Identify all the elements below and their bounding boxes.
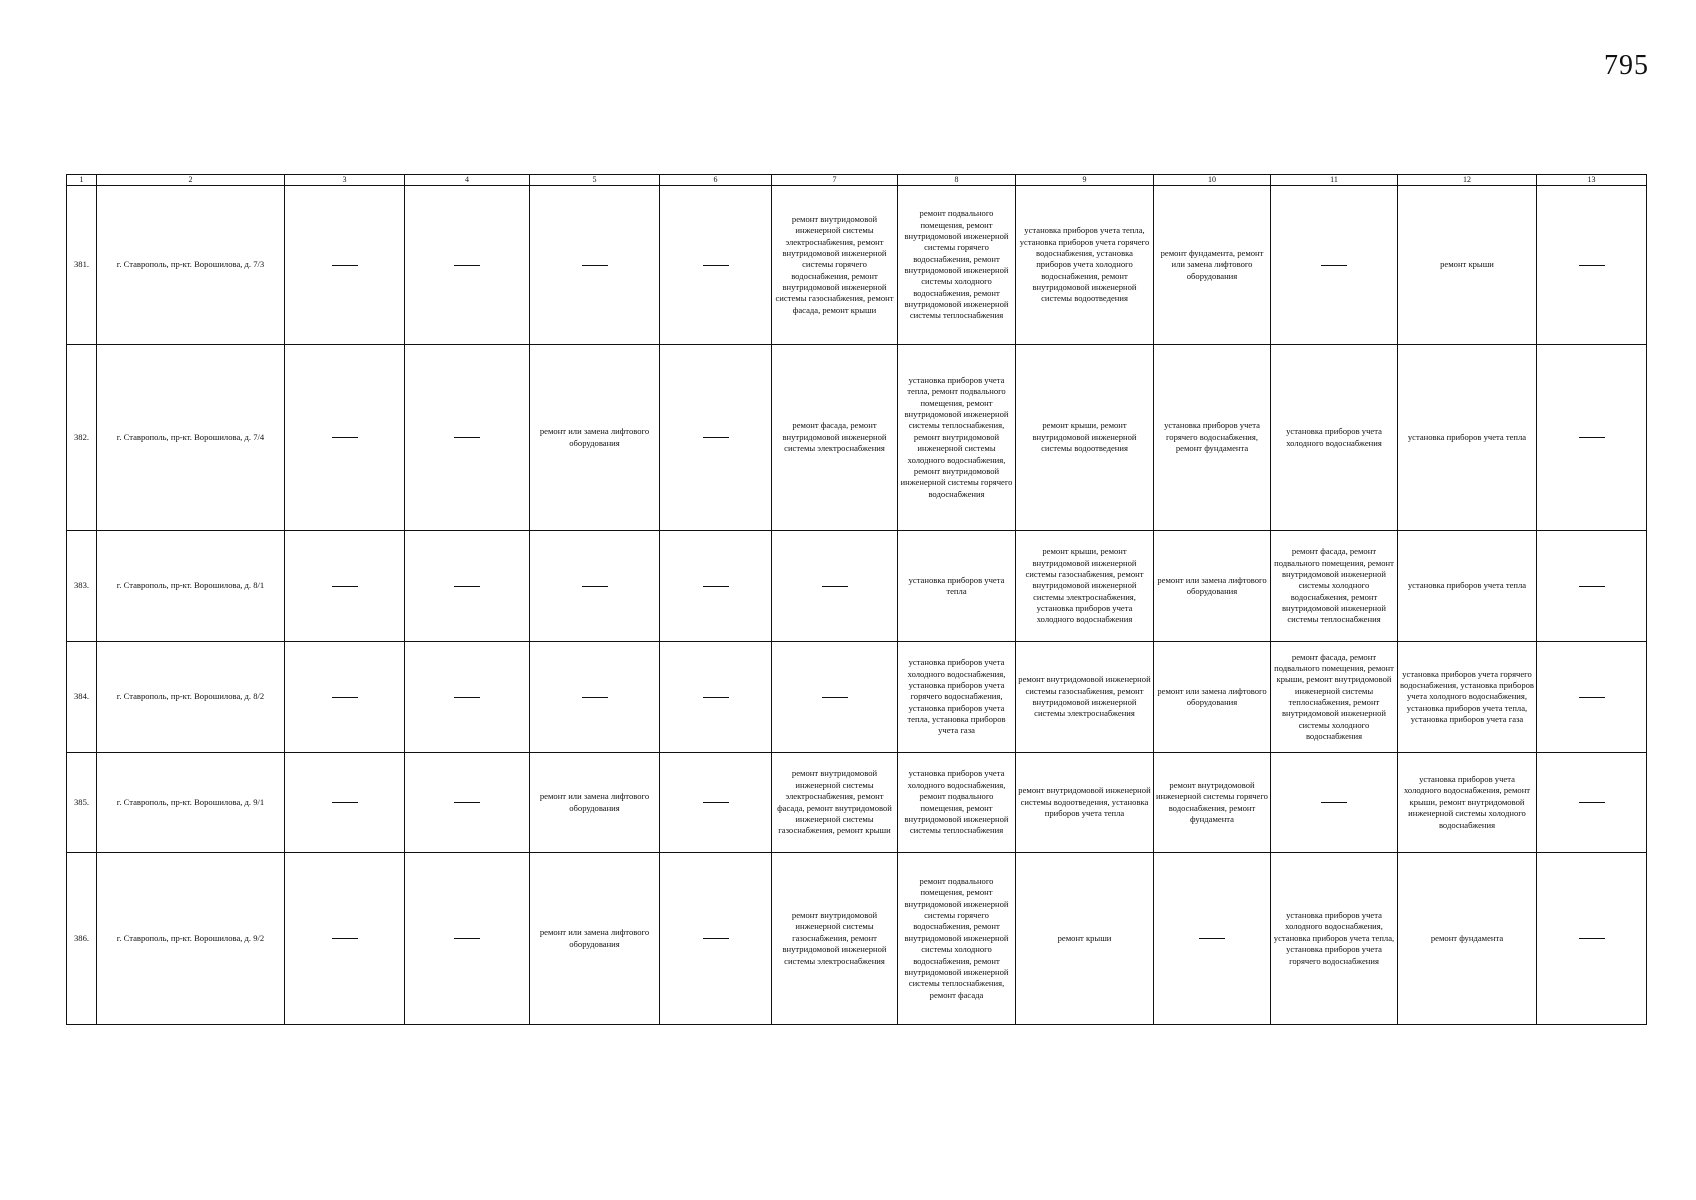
empty-cell — [660, 642, 772, 753]
works-table — [66, 174, 1647, 1025]
work-cell: установка приборов учета горячего водоснабжения, установка приборов учета холодного водоснабжения, установка приборов учета тепла, установка приборов учета газа — [1398, 642, 1537, 753]
column-number-row — [67, 175, 1647, 186]
work-cell: ремонт внутридомовой инженерной системы электроснабжения, ремонт фасада, ремонт внутридомовой инженерной системы газоснабжения, ремонт крыши — [772, 753, 898, 853]
work-cell: ремонт крыши — [1016, 853, 1154, 1025]
empty-cell — [660, 531, 772, 642]
work-cell: ремонт или замена лифтового оборудования — [1154, 531, 1271, 642]
address-cell: г. Ставрополь, пр-кт. Ворошилова, д. 8/1 — [97, 531, 285, 642]
row-number: 384. — [67, 642, 97, 753]
work-cell: ремонт фундамента, ремонт или замена лифтового оборудования — [1154, 186, 1271, 345]
work-cell: установка приборов учета тепла, установка приборов учета горячего водоснабжения, установка приборов учета холодного водоснабжения, ремонт внутридомовой инженерной системы водоотведения — [1016, 186, 1154, 345]
column-header: 6 — [660, 175, 772, 186]
column-header: 4 — [405, 175, 530, 186]
table-row — [67, 642, 1647, 753]
row-number: 385. — [67, 753, 97, 853]
address-cell: г. Ставрополь, пр-кт. Ворошилова, д. 7/4 — [97, 345, 285, 531]
work-cell: ремонт фасада, ремонт внутридомовой инженерной системы электроснабжения — [772, 345, 898, 531]
work-cell: установка приборов учета тепла, ремонт подвального помещения, ремонт внутридомовой инженерной системы теплоснабжения, ремонт внутридомовой инженерной системы холодного водоснабжения, ремонт внутридомовой инженерной системы горячего водоснабжения — [898, 345, 1016, 531]
dash-mark — [822, 586, 848, 587]
dash-mark — [703, 265, 729, 266]
empty-cell — [405, 853, 530, 1025]
dash-mark — [703, 437, 729, 438]
work-cell: ремонт подвального помещения, ремонт внутридомовой инженерной системы горячего водоснабжения, ремонт внутридомовой инженерной системы холодного водоснабжения, ремонт внутридомовой инженерной системы теплоснабжения, ремонт фасада — [898, 853, 1016, 1025]
work-cell: установка приборов учета горячего водоснабжения, ремонт фундамента — [1154, 345, 1271, 531]
work-cell: ремонт внутридомовой инженерной системы водоотведения, установка приборов учета тепла — [1016, 753, 1154, 853]
empty-cell — [1271, 753, 1398, 853]
dash-mark — [703, 697, 729, 698]
empty-cell — [285, 345, 405, 531]
empty-cell — [1154, 853, 1271, 1025]
column-header: 13 — [1537, 175, 1647, 186]
empty-cell — [1537, 642, 1647, 753]
dash-mark — [332, 802, 358, 803]
column-header: 5 — [530, 175, 660, 186]
work-cell: ремонт крыши, ремонт внутридомовой инженерной системы водоотведения — [1016, 345, 1154, 531]
empty-cell — [285, 853, 405, 1025]
empty-cell — [660, 186, 772, 345]
column-header: 11 — [1271, 175, 1398, 186]
work-cell: ремонт или замена лифтового оборудования — [530, 853, 660, 1025]
empty-cell — [1271, 186, 1398, 345]
work-cell: установка приборов учета тепла — [1398, 345, 1537, 531]
work-cell: ремонт крыши, ремонт внутридомовой инженерной системы газоснабжения, ремонт внутридомовой инженерной системы электроснабжения, установка приборов учета холодного водоснабжения — [1016, 531, 1154, 642]
column-header: 10 — [1154, 175, 1271, 186]
address-cell: г. Ставрополь, пр-кт. Ворошилова, д. 9/1 — [97, 753, 285, 853]
column-header: 1 — [67, 175, 97, 186]
empty-cell — [530, 531, 660, 642]
dash-mark — [332, 265, 358, 266]
row-number: 386. — [67, 853, 97, 1025]
column-header: 12 — [1398, 175, 1537, 186]
dash-mark — [703, 938, 729, 939]
dash-mark — [454, 697, 480, 698]
row-number: 382. — [67, 345, 97, 531]
column-header: 9 — [1016, 175, 1154, 186]
table-row — [67, 853, 1647, 1025]
dash-mark — [454, 938, 480, 939]
work-cell: ремонт внутридомовой инженерной системы газоснабжения, ремонт внутридомовой инженерной системы электроснабжения — [1016, 642, 1154, 753]
dash-mark — [1321, 802, 1347, 803]
work-cell: ремонт или замена лифтового оборудования — [530, 345, 660, 531]
table-row — [67, 345, 1647, 531]
empty-cell — [1537, 853, 1647, 1025]
work-cell: установка приборов учета холодного водоснабжения, ремонт подвального помещения, ремонт внутридомовой инженерной системы теплоснабжения — [898, 753, 1016, 853]
work-cell: ремонт фасада, ремонт подвального помещения, ремонт внутридомовой инженерной системы холодного водоснабжения, ремонт внутридомовой инженерной системы теплоснабжения — [1271, 531, 1398, 642]
dash-mark — [1199, 938, 1225, 939]
table-row — [67, 753, 1647, 853]
dash-mark — [582, 697, 608, 698]
row-number: 381. — [67, 186, 97, 345]
dash-mark — [332, 697, 358, 698]
work-cell: ремонт фасада, ремонт подвального помещения, ремонт крыши, ремонт внутридомовой инженерной системы теплоснабжения, ремонт внутридомовой инженерной системы холодного водоснабжения — [1271, 642, 1398, 753]
empty-cell — [772, 531, 898, 642]
work-cell: установка приборов учета холодного водоснабжения — [1271, 345, 1398, 531]
empty-cell — [660, 345, 772, 531]
empty-cell — [660, 853, 772, 1025]
empty-cell — [1537, 186, 1647, 345]
empty-cell — [530, 642, 660, 753]
empty-cell — [660, 753, 772, 853]
work-cell: ремонт или замена лифтового оборудования — [530, 753, 660, 853]
empty-cell — [285, 753, 405, 853]
work-cell: установка приборов учета тепла — [898, 531, 1016, 642]
dash-mark — [582, 586, 608, 587]
table-body — [67, 186, 1647, 1025]
dash-mark — [1321, 265, 1347, 266]
empty-cell — [405, 531, 530, 642]
table-row — [67, 531, 1647, 642]
column-header: 7 — [772, 175, 898, 186]
dash-mark — [1579, 938, 1605, 939]
empty-cell — [285, 186, 405, 345]
dash-mark — [703, 586, 729, 587]
work-cell: ремонт подвального помещения, ремонт внутридомовой инженерной системы горячего водоснабжения, ремонт внутридомовой инженерной системы холодного водоснабжения, ремонт внутридомовой инженерной системы теплоснабжения — [898, 186, 1016, 345]
column-header: 2 — [97, 175, 285, 186]
work-cell: ремонт или замена лифтового оборудования — [1154, 642, 1271, 753]
address-cell: г. Ставрополь, пр-кт. Ворошилова, д. 7/3 — [97, 186, 285, 345]
work-cell: установка приборов учета холодного водоснабжения, установка приборов учета горячего водоснабжения, установка приборов учета тепла, установка приборов учета газа — [898, 642, 1016, 753]
empty-cell — [285, 642, 405, 753]
page-number: 795 — [1604, 50, 1649, 81]
dash-mark — [332, 586, 358, 587]
empty-cell — [405, 642, 530, 753]
dash-mark — [822, 697, 848, 698]
table-header — [67, 175, 1647, 186]
dash-mark — [1579, 586, 1605, 587]
dash-mark — [454, 265, 480, 266]
dash-mark — [703, 802, 729, 803]
work-cell: установка приборов учета тепла — [1398, 531, 1537, 642]
dash-mark — [1579, 437, 1605, 438]
address-cell: г. Ставрополь, пр-кт. Ворошилова, д. 8/2 — [97, 642, 285, 753]
work-cell: установка приборов учета холодного водоснабжения, установка приборов учета тепла, установка приборов учета горячего водоснабжения — [1271, 853, 1398, 1025]
column-header: 8 — [898, 175, 1016, 186]
row-number: 383. — [67, 531, 97, 642]
empty-cell — [285, 531, 405, 642]
empty-cell — [530, 186, 660, 345]
table-row — [67, 186, 1647, 345]
empty-cell — [1537, 531, 1647, 642]
empty-cell — [405, 753, 530, 853]
empty-cell — [1537, 753, 1647, 853]
empty-cell — [772, 642, 898, 753]
dash-mark — [1579, 802, 1605, 803]
empty-cell — [1537, 345, 1647, 531]
dash-mark — [332, 437, 358, 438]
dash-mark — [1579, 697, 1605, 698]
dash-mark — [332, 938, 358, 939]
empty-cell — [405, 345, 530, 531]
dash-mark — [454, 437, 480, 438]
dash-mark — [582, 265, 608, 266]
dash-mark — [454, 802, 480, 803]
empty-cell — [405, 186, 530, 345]
column-header: 3 — [285, 175, 405, 186]
address-cell: г. Ставрополь, пр-кт. Ворошилова, д. 9/2 — [97, 853, 285, 1025]
dash-mark — [454, 586, 480, 587]
work-cell: ремонт внутридомовой инженерной системы электроснабжения, ремонт внутридомовой инженерной системы горячего водоснабжения, ремонт внутридомовой инженерной системы газоснабжения, ремонт фасада, ремонт крыши — [772, 186, 898, 345]
work-cell: ремонт фундамента — [1398, 853, 1537, 1025]
work-cell: ремонт внутридомовой инженерной системы газоснабжения, ремонт внутридомовой инженерной системы электроснабжения — [772, 853, 898, 1025]
work-cell: ремонт крыши — [1398, 186, 1537, 345]
work-cell: ремонт внутридомовой инженерной системы горячего водоснабжения, ремонт фундамента — [1154, 753, 1271, 853]
dash-mark — [1579, 265, 1605, 266]
work-cell: установка приборов учета холодного водоснабжения, ремонт крыши, ремонт внутридомовой инженерной системы холодного водоснабжения — [1398, 753, 1537, 853]
